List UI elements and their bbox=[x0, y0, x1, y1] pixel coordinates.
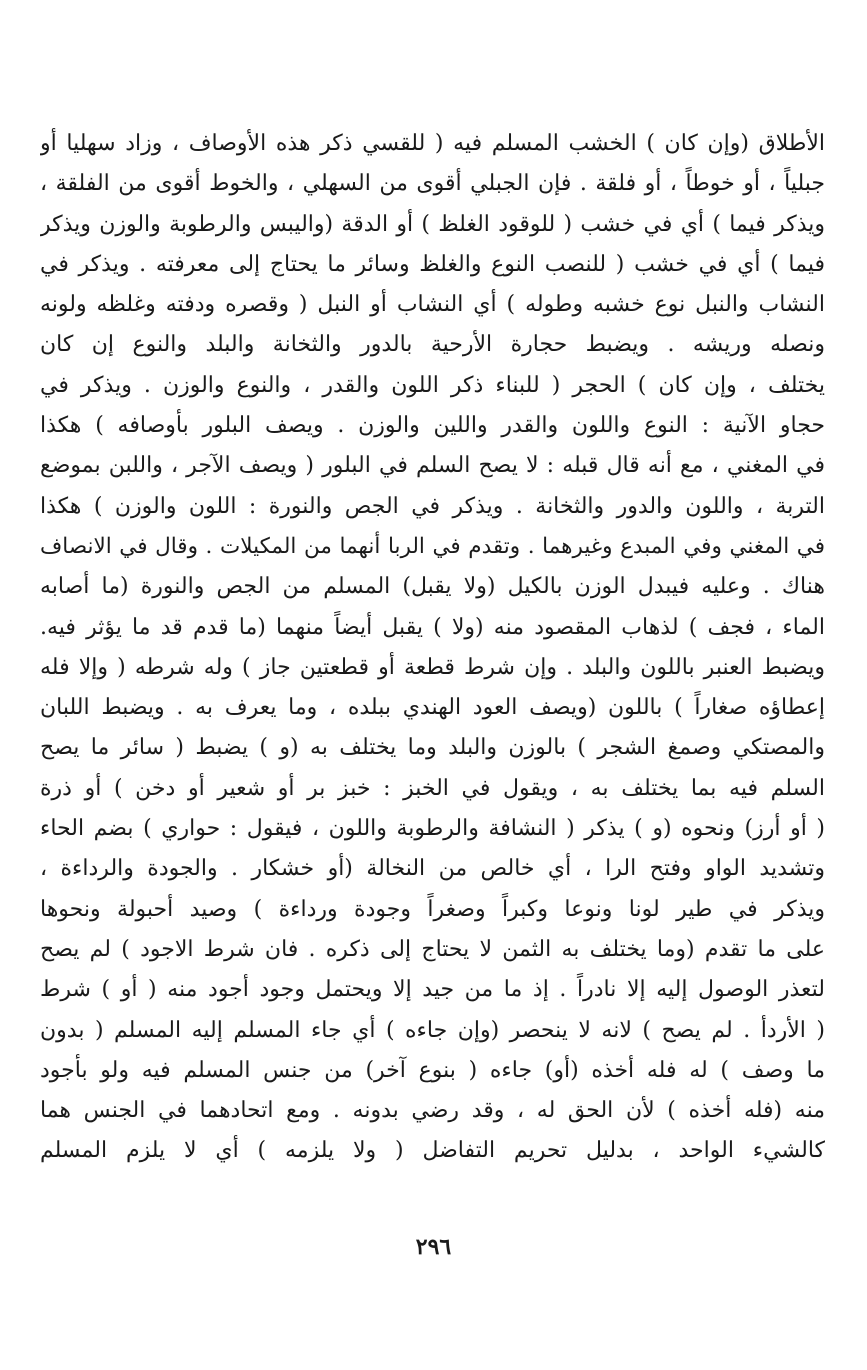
text-line: السلم فيه بما يختلف به ، ويقول في الخبز : خبز بر أو شعير أو دخن ) أو ذرة bbox=[40, 775, 825, 801]
page-number: ٢٩٦ bbox=[415, 1234, 452, 1260]
text-line: النشاب والنبل نوع خشبه وطوله ) أي النشاب أو النبل ( وقصره ودفته وغلظه ولونه bbox=[40, 292, 825, 318]
text-line: إعطاؤه صغاراً ) باللون (ويصف العود الهندي ببلده ، وما يعرف به . ويضبط اللبان bbox=[40, 695, 825, 721]
text-line: الماء ، فجف ) لذهاب المقصود منه (ولا ) يقبل أيضاً منهما (ما قدم قد ما يؤثر فيه. bbox=[40, 614, 825, 640]
text-line: التربة ، واللون والدور والثخانة . ويذكر في الجص والنورة : اللون والوزن ) هكذا bbox=[40, 493, 825, 519]
text-line: ونصله وريشه . ويضبط حجارة الأرحية بالدور والثخانة والبلد والنوع إن كان bbox=[40, 332, 825, 358]
text-line: في المغني ، مع أنه قال قبله : لا يصح السلم في البلور ( ويصف الآجر ، واللبن بموضع bbox=[40, 453, 825, 479]
text-line: ( الأردأ . لم يصح ) لانه لا ينحصر (وإن جاءه ) أي جاء المسلم إليه المسلم ( بدون bbox=[40, 1017, 825, 1043]
text-line: ويذكر فيما ) أي في خشب ( للوقود الغلظ ) أو الدقة (واليبس والرطوبة والوزن ويذكر bbox=[40, 211, 825, 237]
text-line: ويذكر في طير لونا ونوعا وكبراً وصغراً وجودة ورداءة ) وصيد أحبولة ونحوها bbox=[40, 896, 825, 922]
text-line: كالشيء الواحد ، بدليل تحريم التفاضل ( ولا يلزمه ) أي لا يلزم المسلم bbox=[40, 1138, 825, 1164]
text-line: ويضبط العنبر باللون والبلد . وإن شرط قطعة أو قطعتين جاز ) وله شرطه ( وإلا فله bbox=[40, 654, 825, 680]
text-line: هناك . وعليه فيبدل الوزن بالكيل (ولا يقبل) المسلم من الجص والنورة (ما أصابه bbox=[40, 574, 825, 600]
text-line: منه (فله أخذه ) لأن الحق له ، وقد رضي بدونه . ومع اتحادهما في الجنس هما bbox=[40, 1098, 825, 1124]
text-line: وتشديد الواو وفتح الرا ، أي خالص من النخالة (أو خشكار . والجودة والرداءة ، bbox=[40, 856, 825, 882]
text-line: يختلف ، وإن كان ) الحجر ( للبناء ذكر اللون والقدر ، والنوع والوزن . ويذكر في bbox=[40, 372, 825, 398]
text-line: في المغني وفي المبدع وغيرهما . وتقدم في الربا أنهما من المكيلات . وقال في الانصاف bbox=[40, 533, 825, 559]
text-line: جبلياً ، أو خوطاً ، أو فلقة . فإن الجبلي أقوى من السهلي ، والخوط أقوى من الفلقة ، bbox=[40, 171, 825, 197]
text-line: فيما ) أي في خشب ( للنصب النوع والغلظ وسائر ما يحتاج إلى معرفته . ويذكر في bbox=[40, 251, 825, 277]
text-line: والمصتكي وصمغ الشجر ) بالوزن والبلد وما يختلف به (و ) يضبط ( سائر ما يصح bbox=[40, 735, 825, 761]
text-line: ما وصف ) له فله أخذه (أو) جاءه ( بنوع آخر) من جنس المسلم فيه ولو بأجود bbox=[40, 1057, 825, 1083]
text-line: ( أو أرز) ونحوه (و ) يذكر ( النشافة والرطوبة واللون ، فيقول : حواري ) بضم الحاء bbox=[40, 816, 825, 842]
text-line: حجاو الآنية : النوع واللون والقدر واللين والوزن . ويصف البلور بأوصافه ) هكذا bbox=[40, 413, 825, 439]
body-text bbox=[40, 124, 825, 1172]
text-line: لتعذر الوصول إليه إلا نادراً . إذ ما من جيد إلا ويحتمل وجود أجود منه ( أو ) شرط bbox=[40, 977, 825, 1003]
text-line: على ما تقدم (وما يختلف به الثمن لا يحتاج إلى ذكره . فان شرط الاجود ) لم يصح bbox=[40, 936, 825, 962]
text-line: الأطلاق (وإن كان ) الخشب المسلم فيه ( للقسي ذكر هذه الأوصاف ، وزاد سهليا أو bbox=[40, 131, 825, 156]
